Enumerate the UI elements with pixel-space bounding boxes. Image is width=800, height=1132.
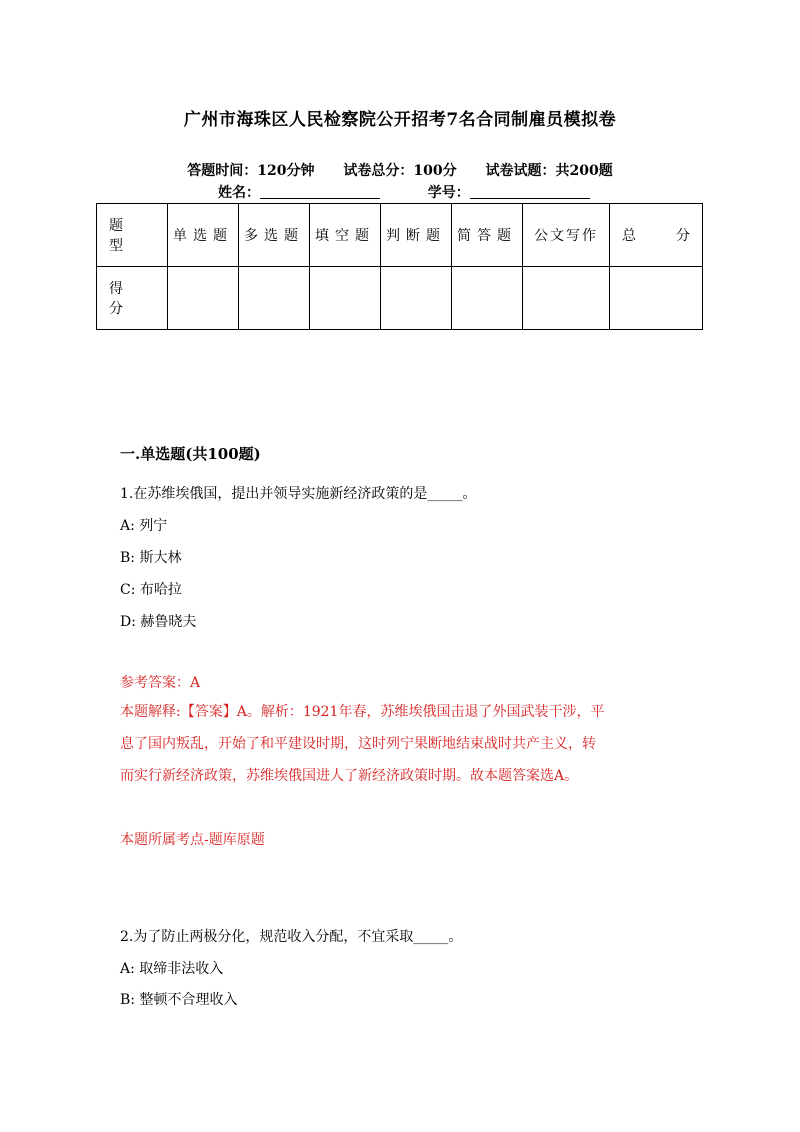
name-blank[interactable] bbox=[260, 184, 380, 199]
column-single-choice: 单选题 bbox=[168, 204, 239, 267]
exam-total-score: 试卷总分：100分 bbox=[343, 163, 457, 179]
exam-info bbox=[0, 160, 800, 180]
option-c: C: 布哈拉 bbox=[120, 582, 182, 598]
column-short-answer: 简答题 bbox=[452, 204, 523, 267]
score-cell[interactable] bbox=[452, 267, 523, 330]
column-fill-blank: 填空题 bbox=[310, 204, 381, 267]
question-stem: 1.在苏维埃俄国，提出并领导实施新经济政策的是_____。 bbox=[120, 486, 477, 502]
section-title: 一.单选题(共100题) bbox=[120, 445, 261, 463]
question-stem: 2.为了防止两极分化，规范收入分配，不宜采取_____。 bbox=[120, 929, 463, 945]
score-cell[interactable] bbox=[381, 267, 452, 330]
explanation-line: 本题解释:【答案】A。解析：1921年春，苏维埃俄国击退了外国武装干涉，平 bbox=[120, 704, 605, 720]
column-total: 总 分 bbox=[610, 204, 703, 267]
option-b: B: 斯大林 bbox=[120, 550, 182, 566]
option-b: B: 整顿不合理收入 bbox=[120, 992, 238, 1008]
column-official-writing: 公文写作 bbox=[523, 204, 610, 267]
name-label: 姓名： bbox=[218, 185, 260, 201]
exam-total-questions: 试卷试题：共200题 bbox=[485, 163, 613, 179]
id-label: 学号： bbox=[427, 185, 470, 201]
score-table-header-row bbox=[97, 204, 703, 267]
option-d: D: 赫鲁晓夫 bbox=[120, 614, 197, 630]
score-cell[interactable] bbox=[239, 267, 310, 330]
score-cell[interactable] bbox=[310, 267, 381, 330]
id-blank[interactable] bbox=[470, 184, 590, 199]
page-title: 广州市海珠区人民检察院公开招考7名合同制雇员模拟卷 bbox=[183, 110, 617, 130]
question-source: 本题所属考点-题库原题 bbox=[120, 832, 265, 848]
column-multiple-choice: 多选题 bbox=[239, 204, 310, 267]
header-type-label: 题 型 bbox=[97, 204, 168, 267]
score-cell[interactable] bbox=[610, 267, 703, 330]
score-table-score-row bbox=[97, 267, 703, 330]
exam-time: 答题时间：120分钟 bbox=[187, 163, 315, 179]
explanation-line: 息了国内叛乱，开始了和平建设时期，这时列宁果断地结束战时共产主义，转 bbox=[120, 736, 596, 752]
score-cell[interactable] bbox=[523, 267, 610, 330]
explanation-line: 而实行新经济政策，苏维埃俄国进人了新经济政策时期。故本题答案选A。 bbox=[120, 768, 579, 784]
score-table bbox=[96, 203, 703, 330]
reference-answer: 参考答案：A bbox=[120, 675, 201, 691]
score-row-label: 得 分 bbox=[97, 267, 168, 330]
student-info bbox=[218, 182, 590, 202]
option-a: A: 列宁 bbox=[120, 518, 168, 534]
column-true-false: 判断题 bbox=[381, 204, 452, 267]
score-cell[interactable] bbox=[168, 267, 239, 330]
option-a: A: 取缔非法收入 bbox=[120, 961, 224, 977]
